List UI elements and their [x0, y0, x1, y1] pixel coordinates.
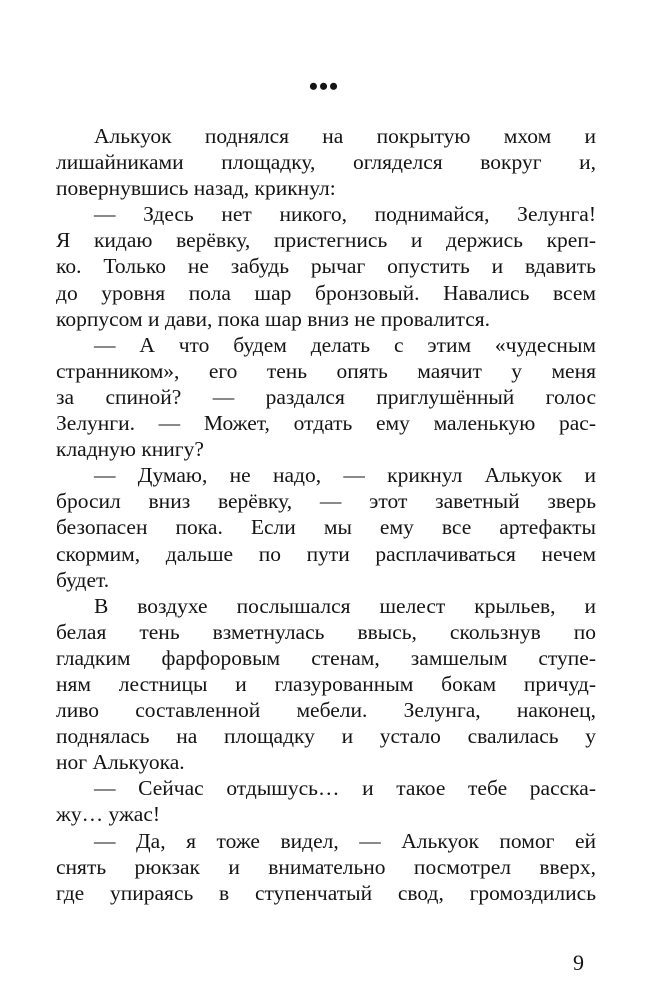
text-line: ног Алькуока. — [56, 750, 185, 775]
text-line: Я кидаю верёвку, пристегнись и держись креп- — [56, 228, 596, 253]
body-text — [56, 123, 596, 906]
text-line: жу… ужас! — [56, 802, 161, 827]
text-line: где упираясь в ступенчатый свод, громоздились — [56, 880, 596, 905]
text-line: кладную книгу? — [56, 437, 204, 462]
section-separator: ••• — [308, 72, 340, 101]
text-line: — Сейчас отдышусь… и такое тебе расска- — [94, 776, 596, 801]
text-line: — Здесь нет никого, поднимайся, Зелунга! — [94, 202, 596, 227]
text-line: лишайниками площадку, огляделся вокруг и, — [56, 150, 596, 175]
text-line: ко. Только не забудь рычаг опустить и вдавить — [56, 254, 596, 279]
text-line: В воздухе послышался шелест крыльев, и — [94, 593, 596, 618]
text-line: ливо составленной мебели. Зелунга, наконец, — [56, 698, 596, 723]
text-line: Алькуок поднялся на покрытую мхом и — [94, 124, 596, 148]
text-line: за спиной? — раздался приглушённый голос — [56, 384, 596, 409]
text-line: повернувшись назад, крикнул: — [56, 176, 336, 201]
text-line: ням лестницы и глазурованным бокам причуд- — [56, 671, 596, 696]
page-number: 9 — [573, 950, 584, 975]
text-line: будет. — [56, 567, 110, 592]
text-line: гладким фарфоровым стенам, замшелым ступе- — [56, 645, 596, 670]
text-line: — А что будем делать с этим «чудесным — [94, 332, 596, 357]
text-line: снять рюкзак и внимательно посмотрел вверх, — [56, 854, 596, 879]
text-line: странником», его тень опять маячит у меня — [56, 358, 596, 383]
text-line: бросил вниз верёвку, — этот заветный зверь — [56, 489, 596, 514]
text-line: поднялась на площадку и устало свалилась у — [56, 724, 596, 749]
text-line: корпусом и дави, пока шар вниз не провалится. — [56, 306, 491, 331]
text-line: безопасен пока. Если мы ему все артефакты — [56, 515, 596, 540]
text-line: — Да, я тоже видел, — Алькуок помог ей — [94, 828, 596, 853]
text-line: до уровня пола шар бронзовый. Навались всем — [56, 280, 596, 305]
text-line: Зелунги. — Может, отдать ему маленькую рас- — [56, 411, 596, 436]
text-line: скормим, дальше по пути расплачиваться нечем — [56, 541, 596, 566]
text-line: — Думаю, не надо, — крикнул Алькуок и — [94, 463, 596, 488]
text-line: белая тень взметнулась ввысь, скользнув по — [56, 619, 596, 644]
